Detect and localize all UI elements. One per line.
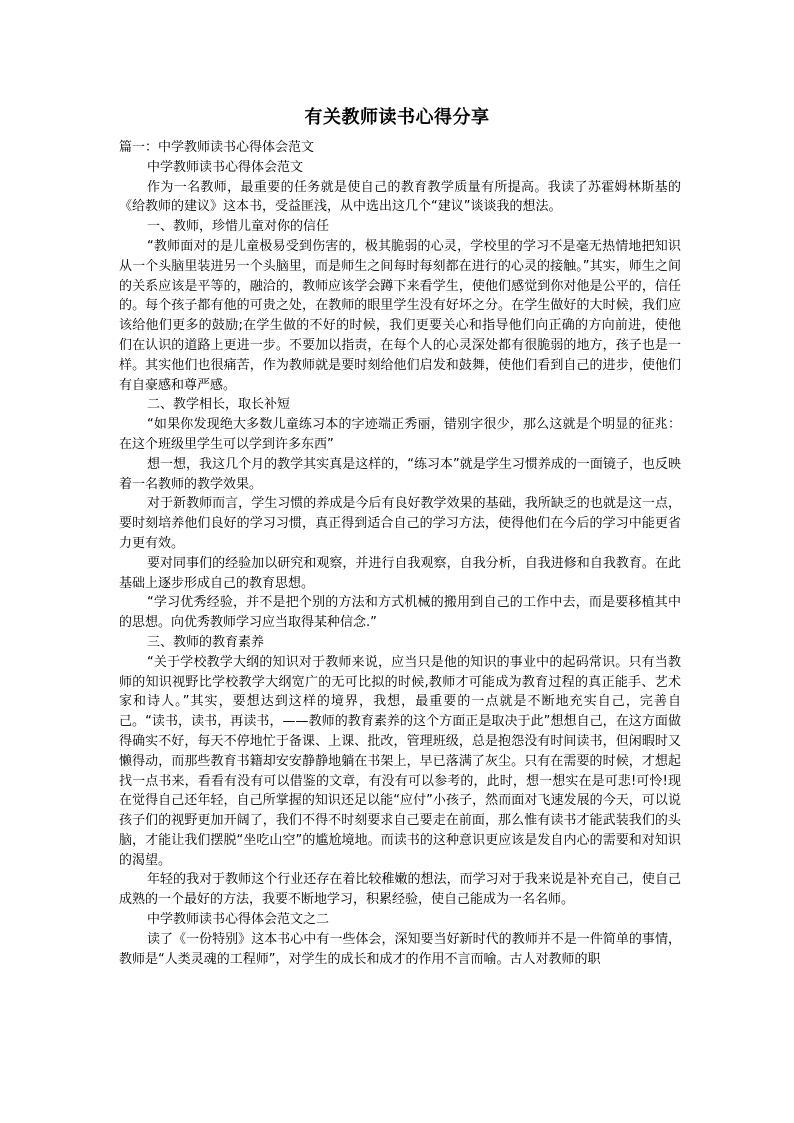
document-title: 有关教师读书心得分享 (304, 107, 490, 128)
paragraph: “关于学校教学大纲的知识对于教师来说，应当只是他的知识的事业中的起码常识。只有当教师的知识视野比学校教学大纲宽广的无可比拟的时候,教师才可能成为教育过程的真正能手、艺术家和诗人。”其实，要想达到这样的境界，我想，最重要的一点就是不断地充实自己，完善自己。“读书，读书，再读书，——教师的教育素养的这个方面正是取决于此”想想自己，在这方面做得确实不好，每天不停地忙于备课、上课、批改，管理班级，总是抱怨没有时间读书，但闲暇时又懒得动，而那些教育书籍却安安静静地躺在书架上，早已落满了灰尘。只有在需要的时候，才想起找一点书来，看看有没有可以借鉴的文章，有没有可以参考的，此时，想一想实在是可悲!可怜!现在觉得自己还年轻，自己所掌握的知识还足以能“应付”小孩子，然而面对飞速发展的今天，可以说孩子们的视野更加开阔了，我们不得不时刻要求自己要走在前面，那么惟有读书才能武装我们的头脑，才能让我们摆脱“坐吃山空”的尴尬境地。而读书的这种意识更应该是发自内心的需要和对知识的渴望。 (119, 654, 681, 868)
paragraph: “学习优秀经验，并不是把个别的方法和方式机械的搬用到自己的工作中去，而是要移植其中的思想。向优秀教师学习应当取得某种信念.” (119, 595, 681, 631)
paragraph: “如果你发现绝大多数儿童练习本的字迹端正秀丽，错别字很少，那么这就是个明显的征兆：在这个班级里学生可以学到许多东西” (119, 417, 681, 452)
paragraph: 一、教师，珍惜儿童对你的信任 (147, 219, 330, 235)
paragraph: 中学教师读书心得体会范文之二 (147, 912, 330, 928)
paragraph: 二、教学相长，取长补短 (147, 397, 291, 413)
paragraph: 想一想，我这几个月的教学其实真是这样的，“练习本”就是学生习惯养成的一面镜子，也反映着一名教师的教学效果。 (119, 456, 681, 492)
paragraph: “教师面对的是儿童极易受到伤害的，极其脆弱的心灵，学校里的学习不是毫无热情地把知识从一个头脑里装进另一个头脑里，而是师生之间每时每刻都在进行的心灵的接触。”其实，师生之间的关系应该是平等的，融洽的，教师应该学会蹲下来看学生，使他们感觉到你对他是公平的，信任的。每个孩子都有他的可贵之处，在教师的眼里学生没有好坏之分。在学生做好的大时候，我们应该给他们更多的鼓励;在学生做的不好的时候，我们更要关心和指导他们向正确的方向前进，使他们在认识的道路上更进一步。不要加以指责，在每个人的心灵深处都有很脆弱的地方，孩子也是一样。其实他们也很痛苦，作为教师就是要时刻给他们启发和鼓舞，使他们看到自己的进步，使他们有自豪感和尊严感。 (119, 238, 681, 393)
paragraph: 三、教师的教育素养 (147, 634, 265, 650)
paragraph: 作为一名教师，最重要的任务就是使自己的教育教学质量有所提高。我读了苏霍姆林斯基的《给教师的建议》这本书，受益匪浅，从中选出这几个“建议”谈谈我的想法。 (119, 179, 681, 215)
paragraph: 年轻的我对于教师这个行业还存在着比较稚嫩的想法，而学习对于我来说是补充自己，使自己成熟的一个最好的方法，我要不断地学习，积累经验，使自己能成为一名名师。 (119, 872, 681, 908)
paragraph: 读了《一份特别》这本书心中有一些体会，深知要当好新时代的教师并不是一件简单的事情，教师是“人类灵魂的工程师”，对学生的成长和成才的作用不言而喻。古人对教师的职 (119, 931, 681, 967)
paragraph: 中学教师读书心得体会范文 (147, 159, 304, 175)
document-body (119, 138, 681, 969)
section-heading: 篇一：中学教师读书心得体会范文 (119, 140, 315, 155)
paragraph: 对于新教师而言，学生习惯的养成是今后有良好教学效果的基础，我所缺乏的也就是这一点，要时刻培养他们良好的学习习惯，真正得到适合自己的学习方法，使得他们在今后的学习中能更省力更有效。 (119, 496, 681, 551)
paragraph: 要对同事们的经验加以研究和观察，并进行自我观察，自我分析，自我进修和自我教育。在此基础上逐步形成自己的教育思想。 (119, 555, 681, 591)
